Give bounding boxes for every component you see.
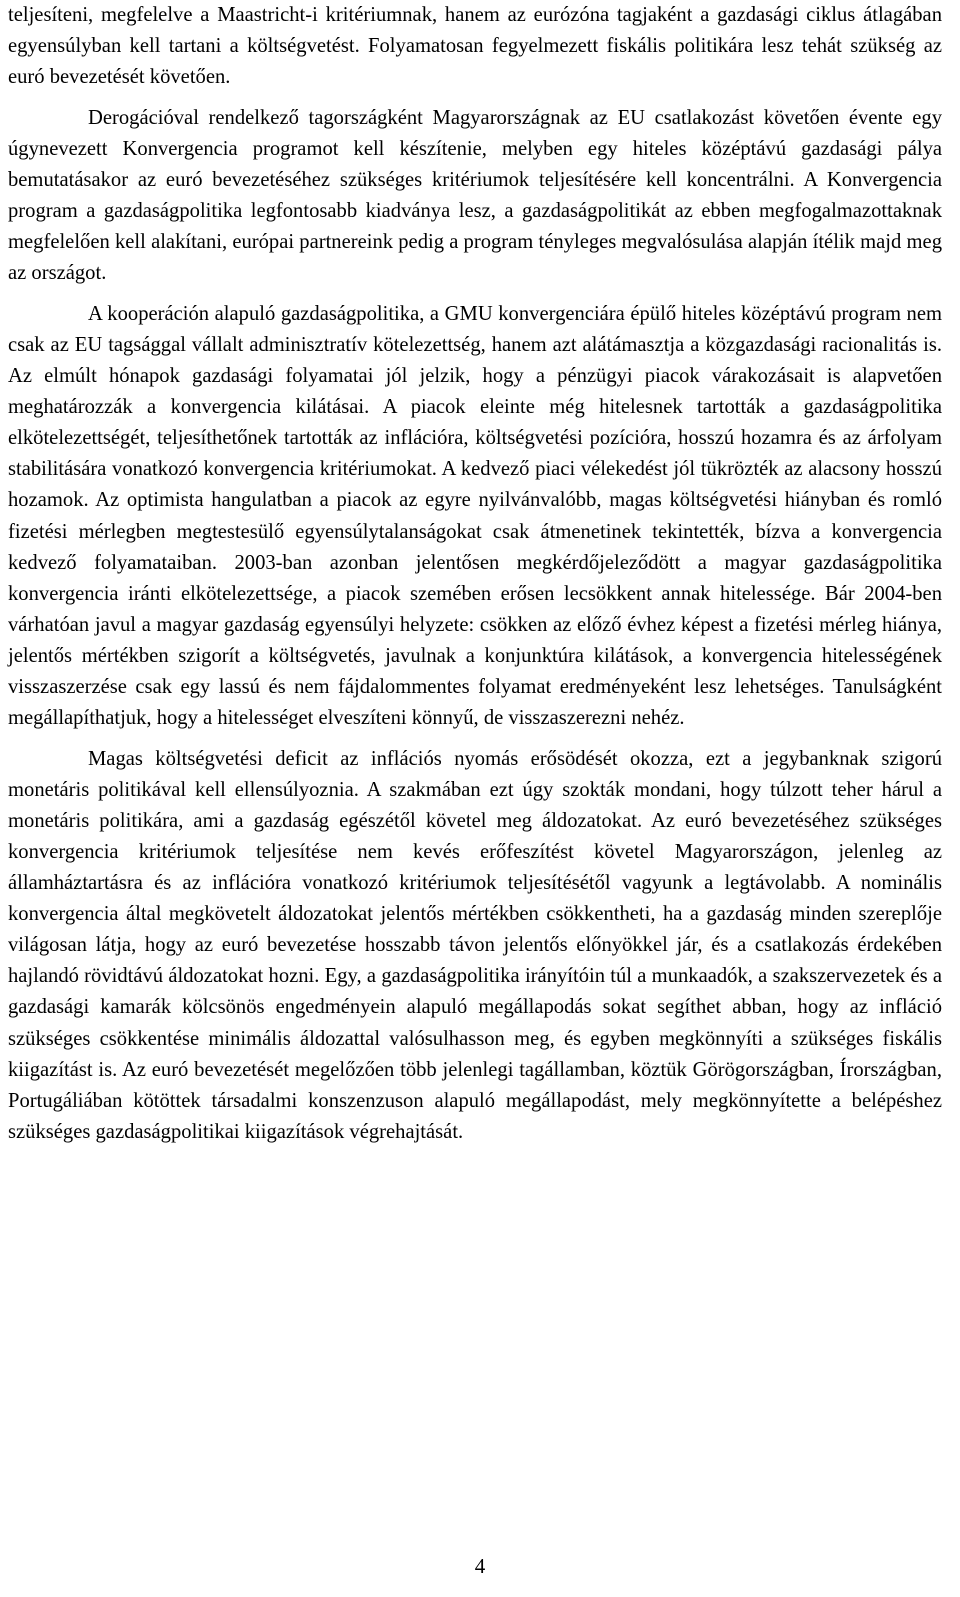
paragraph-2: Derogációval rendelkező tagországként Magyarországnak az EU csatlakozást követően évente egy úgynevezett Konvergencia programot kell készítenie, melyben egy hiteles középtávú gazdasági pálya bemutatásakor az euró bevezetéséhez szükséges kritériumok teljesítésére kell koncentrálni. A Konvergencia program a gazdaságpolitika legfontosabb kiadványa lesz, a gazdaságpolitikát az ebben megfogalmazottaknak megfelelően kell alakítani, európai partnereink pedig a program tényleges megvalósulása alapján ítélik majd meg az országot. (8, 106, 942, 285)
paragraph-3: A kooperáción alapuló gazdaságpolitika, a GMU konvergenciára épülő hiteles középtávú program nem csak az EU tagsággal vállalt adminisztratív kötelezettség, hanem azt alátámasztja a közgazdasági racionalitás is. Az elmúlt hónapok gazdasági folyamatai jól jelzik, hogy a pénzügyi piacok várakozásait is alapvetően meghatározzák a konvergencia kilátásai. A piacok eleinte még hitelesnek tartották a gazdaságpolitika elkötelezettségét, teljesíthetőnek tartották az inflációra, költségvetési pozícióra, hosszú hozamra és az árfolyam stabilitására vonatkozó konvergencia kritériumokat. A kedvező piaci vélekedést jól tükrözték az alacsony hosszú hozamok. Az optimista hangulatban a piacok az egyre nyilvánvalóbb, magas költségvetési hiányban és romló fizetési mérlegben megtestesülő egyensúlytalanságokat csak átmenetinek tekintették, bízva a konvergencia kedvező folyamataiban. 2003-ban azonban jelentősen megkérdőjeleződött a magyar gazdaságpolitika konvergencia iránti elkötelezettsége, a piacok szemében erősen lecsökkent annak hitelessége. Bár 2004-ben várhatóan javul a magyar gazdaság egyensúlyi helyzete: csökken az előző évhez képest a fizetési mérleg hiánya, jelentős mértékben szigorít a költségvetés, javulnak a konjunktúra kilátások, a konvergencia hitelességének visszaszerzése csak egy lassú és nem fájdalommentes folyamat eredményeként lesz lehetséges. Tanulságként megállapíthatjuk, hogy a hitelességet elveszíteni könnyű, de visszaszerezni nehéz. (8, 302, 942, 730)
body-text (8, 0, 942, 1148)
paragraph-1: teljesíteni, megfelelve a Maastricht-i kritériumnak, hanem az eurózóna tagjaként a gazdasági ciklus átlagában egyensúlyban kell tartani a költségvetést. Folyamatosan fegyelmezett fiskális politikára lesz tehát szükség az euró bevezetését követően. (8, 4, 942, 89)
page-number: 4 (474, 1554, 486, 1578)
paragraph-4: Magas költségvetési deficit az inflációs nyomás erősödését okozza, ezt a jegybanknak szigorú monetáris politikával kell ellensúlyoznia. A szakmában ezt úgy szokták mondani, hogy túlzott teher hárul a monetáris politikára, ami a gazdaság egészétől követel meg áldozatokat. Az euró bevezetéséhez szükséges konvergencia kritériumok teljesítése nem kevés erőfeszítést követel Magyarországon, jelenleg az államháztartásra és az inflációra vonatkozó kritériumok teljesítésétől vagyunk a legtávolabb. A nominális konvergencia által megkövetelt áldozatokat jelentős mértékben csökkentheti, ha a gazdaság minden szereplője világosan látja, hogy az euró bevezetése hosszabb távon jelentős előnyökkel jár, és a csatlakozás érdekében hajlandó rövidtávú áldozatokat hozni. Egy, a gazdaságpolitika irányítóin túl a munkaadók, a szakszervezetek és a gazdasági kamarák kölcsönös engedményein alapuló megállapodás sokat segíthet abban, hogy az infláció szükséges csökkentése minimális áldozattal valósulhasson meg, és egyben megkönnyíti a szükséges fiskális kiigazítást is. Az euró bevezetését megelőzően több jelenlegi tagállamban, köztük Görögországban, Írországban, Portugáliában kötöttek társadalmi konszenzuson alapuló megállapodást, mely megkönnyítette a belépéshez szükséges gazdaságpolitikai kiigazítások végrehajtását. (8, 747, 942, 1143)
